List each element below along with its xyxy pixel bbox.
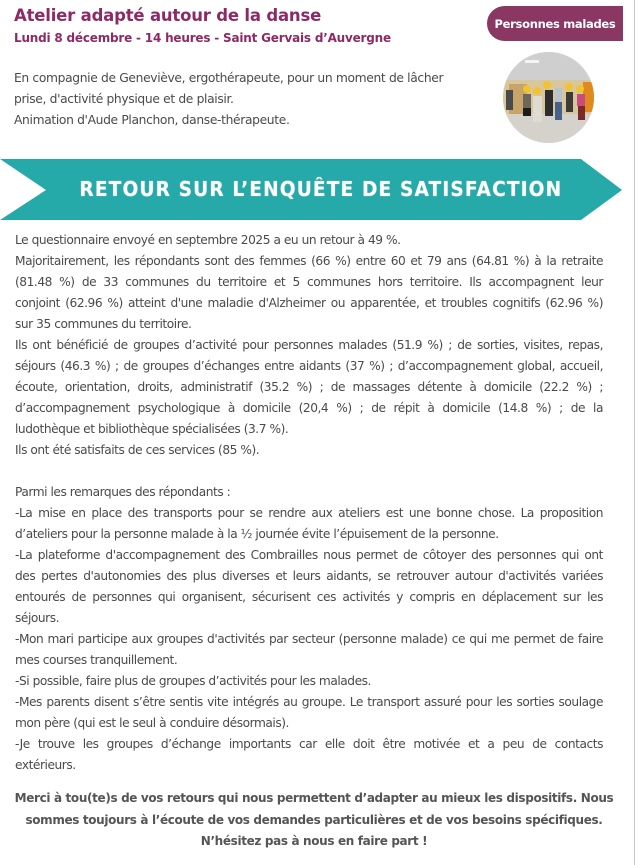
text-line: -Mes parents disent s’être sentis vite intégrés au groupe. Le transport assuré pour les sorties soulage bbox=[15, 695, 603, 709]
text-line: sur 35 communes du territoire. bbox=[15, 317, 192, 331]
survey-services-paragraph bbox=[15, 335, 603, 440]
text-line: Ils ont bénéficié de groupes d’activité pour personnes malades (51.9 %) ; de sorties, visites, repas, bbox=[15, 338, 603, 352]
text-line: Majoritairement, les répondants sont des femmes (66 %) entre 60 et 79 ans (64.81 %) à la retraite bbox=[15, 254, 603, 268]
text-line: -Je trouve les groupes d’échange importants car elle doit être motivée et a peu de contacts bbox=[15, 737, 603, 751]
event-date-location: Lundi 8 décembre - 14 heures - Saint Gervais d’Auvergne bbox=[14, 31, 391, 45]
text-line: conjoint (62.96 %) atteint d'une maladie d'Alzheimer ou apparentée, et troubles cognitifs (62.96 %) bbox=[15, 296, 603, 310]
page-edge-divider bbox=[634, 0, 635, 865]
event-description bbox=[14, 68, 443, 131]
survey-satisfaction bbox=[15, 440, 603, 461]
text-line: entourés de personnes qui organisent, sécurisent ces activités y compris en déplacement sur les bbox=[15, 590, 603, 604]
text-line: mon père (qui est le seul à conduire désormais). bbox=[15, 716, 289, 730]
closing-line: Merci à tou(te)s de vos retours qui nous permettent d’adapter au mieux les dispositifs. Nous bbox=[14, 791, 614, 805]
remark-item bbox=[15, 629, 603, 671]
survey-profile-paragraph bbox=[15, 251, 603, 335]
closing-message bbox=[0, 788, 628, 853]
text-line: extérieurs. bbox=[15, 758, 76, 772]
dance-group-photo-image bbox=[503, 52, 594, 143]
text-line: séjours. bbox=[15, 611, 60, 625]
text-line: Parmi les remarques des répondants : bbox=[15, 485, 231, 499]
text-line: -Si possible, faire plus de groupes d’activités pour les malades. bbox=[15, 674, 371, 688]
category-badge-personnes-malades[interactable]: Personnes malades bbox=[487, 6, 623, 41]
event-photo bbox=[503, 52, 594, 143]
text-line: d’accompagnement psychologique à domicile (20,4 %) ; de répit à domicile (14.8 %) ; de la bbox=[15, 401, 603, 415]
remark-item bbox=[15, 671, 603, 692]
event-description-line: prise, d'activité physique et de plaisir. bbox=[14, 92, 234, 106]
text-line: (81.48 %) de 33 communes du territoire et 5 communes hors territoire. Ils accompagnent leur bbox=[15, 275, 603, 289]
survey-results-text bbox=[15, 230, 603, 776]
remark-item bbox=[15, 503, 603, 545]
event-description-line: Animation d'Aude Planchon, danse-thérapeute. bbox=[14, 113, 290, 127]
event-description-line: En compagnie de Geneviève, ergothérapeute, pour un moment de lâcher bbox=[14, 71, 444, 85]
closing-line: sommes toujours à l’écoute de vos demandes particulières et de vos besoins spécifiques. bbox=[25, 812, 603, 827]
text-line: Ils ont été satisfaits de ces services (85 %). bbox=[15, 443, 260, 457]
text-line: des pertes d'autonomies des plus diverses et leurs aidants, se retrouver autour d'activités variées bbox=[15, 569, 603, 583]
remarks-heading bbox=[15, 482, 603, 503]
text-line: séjours (46.3 %) ; de groupes d’échanges entre aidants (37 %) ; d’accompagnement global, accueil, bbox=[15, 359, 603, 373]
text-line: ludothèque et bibliothèque spécialisées (3.7 %). bbox=[15, 422, 289, 436]
section-banner-title: RETOUR SUR L’ENQUÊTE DE SATISFACTION bbox=[79, 177, 563, 201]
text-line: -La mise en place des transports pour se rendre aux ateliers est une bonne chose. La proposition bbox=[15, 506, 603, 520]
survey-response-rate bbox=[15, 230, 603, 251]
text-line: -La plateforme d'accompagnement des Combrailles nous permet de côtoyer des personnes qui ont bbox=[15, 548, 603, 562]
text-line: Le questionnaire envoyé en septembre 2025 a eu un retour à 49 %. bbox=[15, 233, 401, 247]
closing-line: N’hésitez pas à nous en faire part ! bbox=[200, 834, 428, 848]
remark-item bbox=[15, 692, 603, 734]
text-line: écoute, orientation, droits, administratif (35.2 %) ; de massages détente à domicile (22.2 %) ; bbox=[15, 380, 603, 394]
text-line: -Mon mari participe aux groupes d'activités par secteur (personne malade) ce qui me permet de faire bbox=[15, 632, 603, 646]
remark-item bbox=[15, 545, 603, 629]
text-line: mes courses tranquillement. bbox=[15, 653, 178, 667]
text-line: d’ateliers pour la personne malade à la ½ journée évite l’épuisement de la personne. bbox=[15, 527, 499, 541]
event-title: Atelier adapté autour de la danse bbox=[14, 6, 322, 25]
remark-item bbox=[15, 734, 603, 776]
paragraph-spacer bbox=[15, 461, 603, 482]
